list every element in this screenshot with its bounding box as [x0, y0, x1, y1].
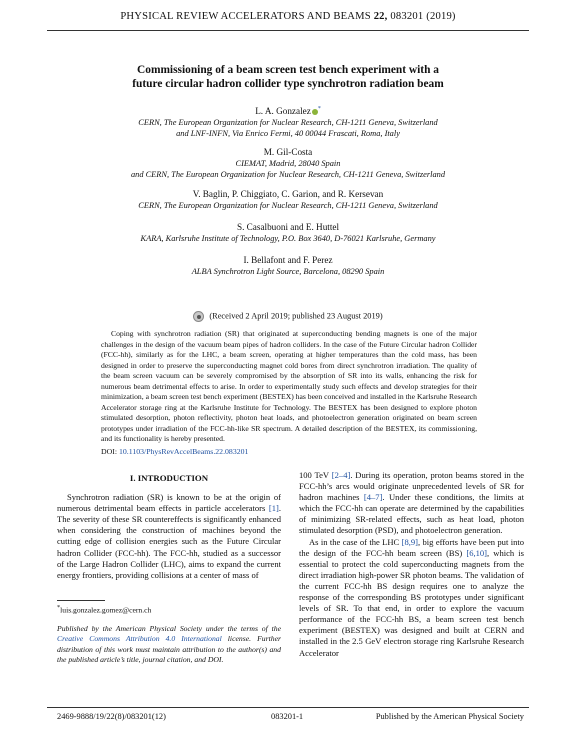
author-group-3: [70, 188, 506, 211]
received-text: (Received 2 April 2019; published 23 August 2019): [209, 311, 383, 321]
intro-paragraph: [57, 492, 281, 581]
citation-link[interactable]: [8,9]: [401, 536, 419, 547]
affiliation: CIEMAT, Madrid, 28040 Spain: [235, 159, 341, 168]
body-paragraph: [299, 470, 524, 537]
page-number: 083201-1: [271, 712, 304, 721]
author-group-5: [70, 254, 506, 277]
text-run: . Under these conditions, the limits at which the FCC-hh can operate are determined by the capabilities of minimizing SR-related effects, such as heat load, photon stimulated desorption (PSD), and photoelectron generation.: [299, 492, 524, 536]
author-group-2: [70, 146, 506, 180]
author-names: M. Gil-Costa: [263, 147, 313, 157]
text-run: , which is essential to protect the cold superconducting magnets from the direct irradiation high-power SR photon beams. The validation of the current FCC-hh BS design requires one to analyze the response of the corresponding BS prototypes under significant levels of SR. To that end, in order to explore the vacuum performance of the FCC-hh BS, a beam screen test bench experiment (BESTEX) was designed and built at CERN and installed in the 2.5 GeV electron storage ring Karlsruhe Research Accelerator: [299, 547, 524, 658]
title-line-1: Commissioning of a beam screen test bench experiment with a: [137, 64, 439, 76]
body-paragraph: [299, 537, 524, 659]
corresponding-author-marker[interactable]: *: [317, 106, 321, 112]
text-run: license. Further distribution of this work must maintain attribution to the author(s) and the published article’s title, journal citation, and DOI.: [57, 634, 281, 664]
affiliation: KARA, Karlsruhe Institute of Technology, P.O. Box 3640, D-76021 Karlsruhe, Germany: [140, 234, 436, 243]
affiliation: CERN, The European Organization for Nuclear Research, CH-1211 Geneva, Switzerland: [138, 118, 438, 128]
footer-publisher: Published by the American Physical Society: [375, 712, 524, 721]
footnote-rule: [57, 600, 105, 601]
author-email[interactable]: luis.gonzalez.gomez@cern.ch: [60, 605, 152, 615]
doi-line: [101, 447, 248, 456]
affiliation: ALBA Synchrotron Light Source, Barcelona, 08290 Spain: [191, 267, 385, 276]
title-line-2: future circular hadron collider type synchrotron radiation beam: [132, 78, 444, 91]
author-names: I. Bellafont and F. Perez: [243, 255, 333, 265]
text-run: . The severity of these SR countereffects is significantly enhanced when considering the construction of machines beyond the cutting edge of collision energies such as the Future Circular hadron Collider (FCC-hh). The FCC-hh, studied as a successor of the Large Hadron Collider (LHC), aims to expand the current energy frontiers, providing collisions at a center of mass of: [57, 503, 281, 580]
text-run: As in the case of the LHC: [309, 536, 402, 547]
text-run: Published by the American Physical Society under the terms of the: [57, 624, 281, 633]
header-rule: [47, 30, 529, 31]
footer-rule: [47, 707, 529, 708]
left-column: [57, 473, 281, 581]
author-group-1: [70, 103, 506, 139]
received-dates: [70, 311, 506, 322]
text-run: . During its operation, proton beams stored in the FCC-hh’s arcs would originate unprecedented levels of SR for hadron machines: [299, 470, 525, 503]
journal-issue: 083201 (2019): [390, 11, 456, 22]
affiliation: CERN, The European Organization for Nuclear Research, CH-1211 Geneva, Switzerland: [138, 201, 438, 210]
footnote-marker: *: [57, 604, 61, 611]
author-group-4: [70, 221, 506, 244]
journal-volume: 22,: [373, 11, 388, 22]
author-names: V. Baglin, P. Chiggiato, C. Garion, and R. Kersevan: [192, 189, 384, 199]
author-names: S. Casalbuoni and E. Huttel: [236, 222, 340, 232]
running-header: [0, 11, 576, 22]
affiliation: and LNF-INFN, Via Enrico Fermi, 40 00044 Frascati, Roma, Italy: [176, 129, 400, 139]
article-title: [90, 63, 486, 92]
doi-link[interactable]: 10.1103/PhysRevAccelBeams.22.083201: [118, 447, 249, 456]
journal-name: PHYSICAL REVIEW ACCELERATORS AND BEAMS: [120, 11, 371, 22]
citation-link[interactable]: [4–7]: [363, 492, 383, 503]
abstract: Coping with synchrotron radiation (SR) that originated at superconducting bending magnets is one of the major challenges in the design of the vacuum beam pipes of hadron colliders. In the case of the Future Circular hadron Collider (FCC-hh), similarly as for the LHC, a beam screen, operating at higher temperatures than the cold mass, has been designed in order to preserve the superconducting magnet cold bores from direct synchrotron irradiation. The quality of the beam screen vacuum can be severely compromised by the absorption of SR into its walls, enhancing the risk for numerous beam detrimental effects to arise. In order to experimentally study such effects and develop strategies for their minimization, a beam screen test bench experiment (BESTEX) has been conceived and installed in the Karlsruhe Research Accelerator storage ring at the Karlsruhe Institute for Technology. The BESTEX has been designed to explore photon stimulated desorption, photon reflectivity, photon heat loads, and photoelectron generation originated on beam screen prototypes under irradiation of the FCC-hh-like SR spectrum. A detailed description of the BESTEX, its commissioning, and its functionality is hereby presented.: [101, 329, 477, 444]
citation-link[interactable]: [6,10]: [466, 547, 488, 558]
doi-label: DOI:: [101, 447, 118, 456]
citation-link[interactable]: [1]: [268, 503, 279, 514]
text-run: 100 TeV: [299, 470, 332, 480]
text-run: Synchrotron radiation (SR) is known to be at the origin of numerous detrimental beam effects in particle accelerators: [57, 492, 281, 514]
section-heading: I. INTRODUCTION: [129, 473, 209, 483]
text-run: , big efforts have been put into the design of the FCC-hh beam screen (BS): [299, 536, 524, 558]
affiliation: and CERN, The European Organization for Nuclear Research, CH-1211 Geneva, Switzerland: [130, 170, 446, 180]
footnote: [57, 604, 281, 615]
footer-issn: 2469-9888/19/22(8)/083201(12): [57, 712, 166, 721]
license-link[interactable]: Creative Commons Attribution 4.0 International: [57, 634, 222, 644]
license-note: [57, 624, 281, 665]
citation-link[interactable]: [2–4]: [331, 470, 351, 480]
author-names: L. A. Gonzalez: [255, 106, 311, 117]
crossmark-icon[interactable]: [193, 311, 204, 322]
right-column: [299, 470, 524, 659]
